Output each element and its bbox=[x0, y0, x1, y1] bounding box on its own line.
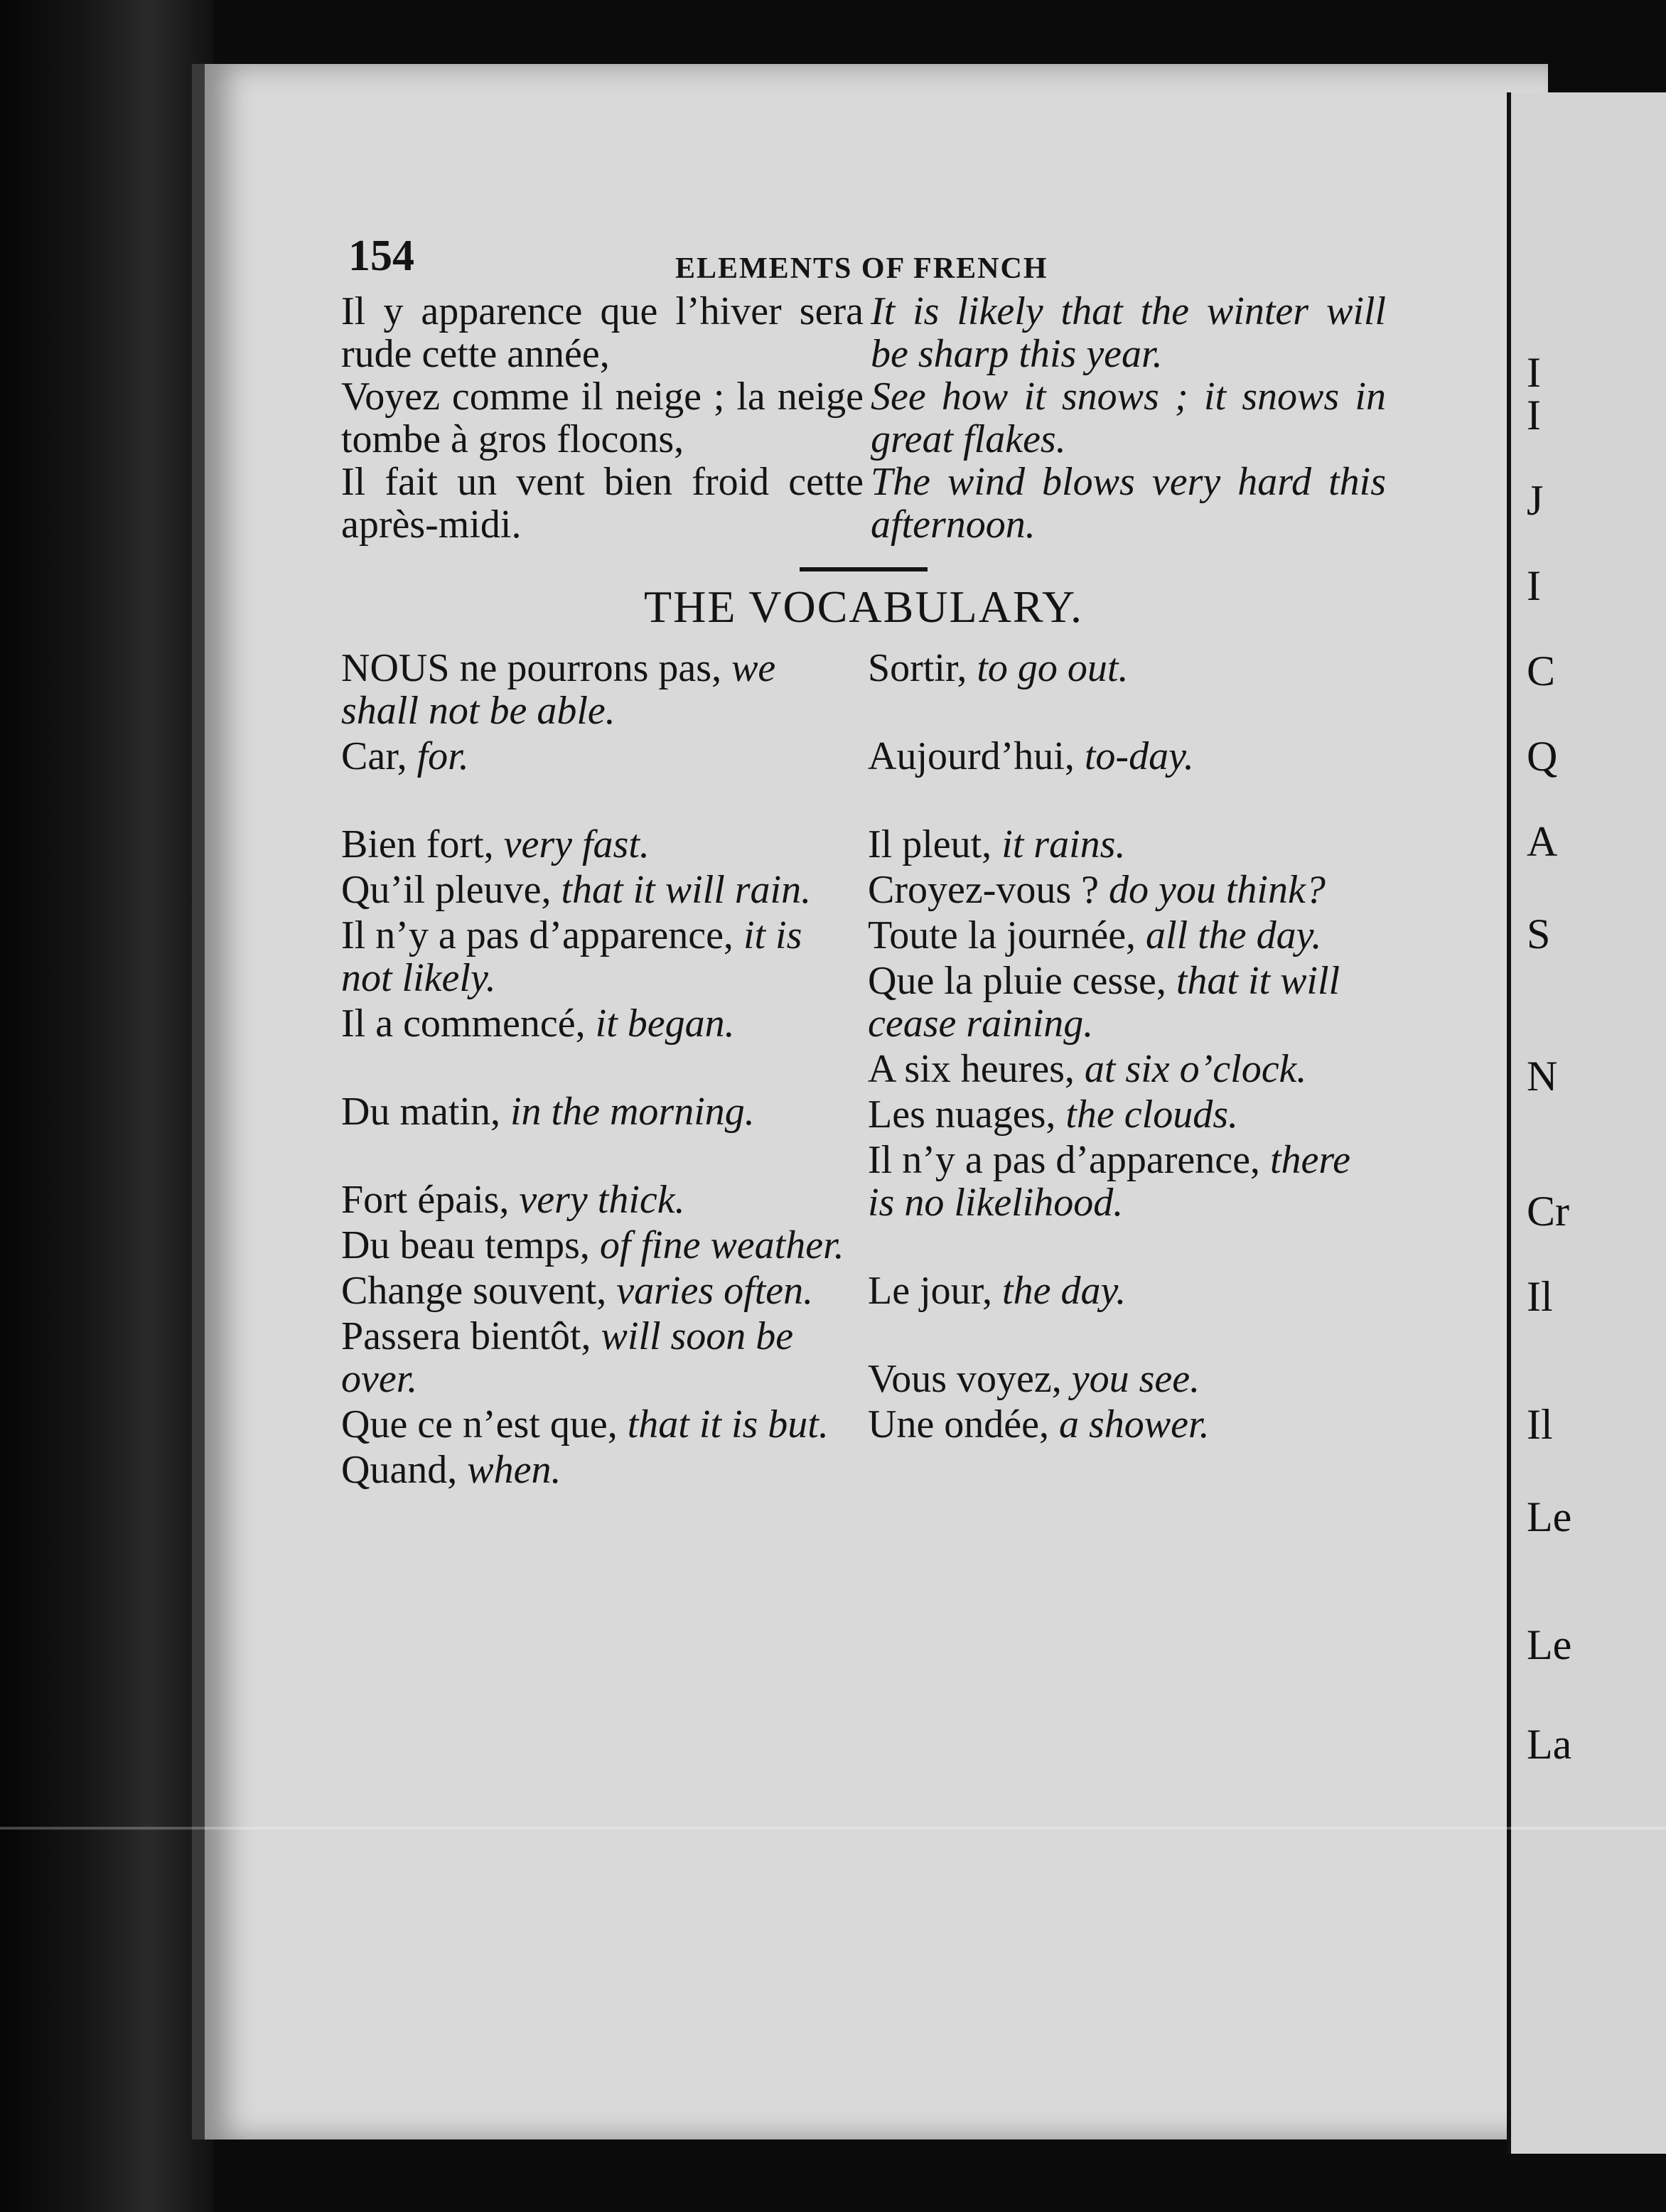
vocab-english: that it is but. bbox=[627, 1402, 829, 1446]
vocab-english: it began. bbox=[595, 1002, 735, 1046]
vocabulary-right-column bbox=[859, 647, 1386, 1494]
vocabulary-list bbox=[341, 647, 1386, 1494]
vocabulary-left-column bbox=[341, 647, 859, 1494]
phrase-row bbox=[341, 461, 1386, 546]
page-content bbox=[341, 220, 1386, 1494]
vocab-french: Il n’y a pas d’apparence, bbox=[341, 913, 733, 957]
vocab-english: it is not likely. bbox=[341, 913, 802, 1000]
next-page-fragment: N bbox=[1527, 1053, 1558, 1100]
vocab-french: Croyez-vous ? bbox=[868, 868, 1100, 912]
vocab-english: at six o’clock. bbox=[1084, 1047, 1307, 1091]
vocab-entry bbox=[341, 1224, 859, 1267]
vocab-english: you see. bbox=[1071, 1357, 1200, 1401]
vocab-french: Que la pluie cesse, bbox=[868, 959, 1166, 1003]
vocab-english: of fine weather. bbox=[599, 1223, 844, 1267]
scan-artifact-line bbox=[0, 1827, 1666, 1830]
next-page-fragment: A bbox=[1527, 818, 1558, 865]
vocab-entry bbox=[868, 647, 1386, 689]
vocab-entry bbox=[868, 869, 1386, 911]
phrase-list bbox=[341, 290, 1386, 546]
vocab-entry bbox=[868, 1048, 1386, 1090]
next-page-fragment: S bbox=[1527, 911, 1551, 957]
vocab-french: Bien fort, bbox=[341, 822, 494, 866]
vocab-french: Car, bbox=[341, 734, 407, 778]
vocab-entry bbox=[868, 960, 1386, 1045]
vocab-english: for. bbox=[416, 734, 469, 778]
vocab-entry bbox=[341, 1179, 859, 1221]
vocab-french: Les nuages, bbox=[868, 1092, 1056, 1137]
vocab-entry bbox=[341, 735, 859, 778]
vocab-english: to go out. bbox=[977, 646, 1129, 690]
vocab-french: Quand, bbox=[341, 1448, 458, 1492]
vocab-english: when. bbox=[467, 1448, 561, 1492]
next-page-fragment: Le bbox=[1527, 1493, 1572, 1540]
vocab-english: to-day. bbox=[1084, 734, 1194, 778]
vocab-english: in the morning. bbox=[510, 1090, 755, 1134]
vocab-french: Aujourd’hui, bbox=[868, 734, 1075, 778]
next-page-fragment: I bbox=[1527, 562, 1541, 609]
vocab-entry bbox=[868, 1269, 1386, 1312]
next-page-fragment: Le bbox=[1527, 1621, 1572, 1668]
vocab-french: Sortir, bbox=[868, 646, 967, 690]
vocab-french: Il pleut, bbox=[868, 822, 992, 866]
vocab-french: Il a commencé, bbox=[341, 1002, 586, 1046]
vocab-french: Le jour, bbox=[868, 1269, 993, 1313]
vocab-entry bbox=[868, 735, 1386, 778]
vocab-french: Que ce n’est que, bbox=[341, 1402, 618, 1446]
phrase-english: The wind blows very hard this afternoon. bbox=[870, 460, 1386, 547]
vocab-english: there is no likelihood. bbox=[868, 1138, 1350, 1225]
vocab-french: Une ondée, bbox=[868, 1402, 1050, 1446]
vocab-english: very thick. bbox=[519, 1178, 685, 1222]
vocab-english: it rains. bbox=[1001, 822, 1126, 866]
phrase-english: It is likely that the winter will be sharp this year. bbox=[870, 289, 1386, 376]
vocab-english: very fast. bbox=[503, 822, 650, 866]
next-page-fragment: I bbox=[1527, 349, 1541, 396]
vocab-english: that it will cease raining. bbox=[868, 959, 1340, 1046]
vocab-entry bbox=[868, 1093, 1386, 1136]
next-page-fragment: La bbox=[1527, 1721, 1572, 1768]
next-page-fragment: Il bbox=[1527, 1273, 1553, 1320]
vocab-french: Passera bientôt, bbox=[341, 1314, 591, 1358]
vocab-english: that it will rain. bbox=[561, 868, 812, 912]
vocab-english: the day. bbox=[1002, 1269, 1127, 1313]
page-number: 154 bbox=[348, 232, 414, 280]
next-page-fragment: I bbox=[1527, 392, 1541, 439]
page-header bbox=[341, 220, 1386, 284]
phrase-english: See how it snows ; it snows in great flakes. bbox=[870, 375, 1386, 461]
vocab-entry bbox=[341, 1002, 859, 1045]
phrase-row bbox=[341, 375, 1386, 461]
next-page-fragment: Cr bbox=[1527, 1188, 1569, 1235]
vocab-english: varies often. bbox=[616, 1269, 814, 1313]
phrase-french: Il y apparence que l’hiver sera rude cette année, bbox=[341, 289, 864, 376]
vocab-english: will soon be over. bbox=[341, 1314, 794, 1401]
vocab-french: Du beau temps, bbox=[341, 1223, 590, 1267]
phrase-row bbox=[341, 290, 1386, 375]
vocab-french: Toute la journée, bbox=[868, 913, 1136, 957]
vocab-french: Qu’il pleuve, bbox=[341, 868, 552, 912]
vocab-entry bbox=[868, 1358, 1386, 1400]
vocab-french: Fort épais, bbox=[341, 1178, 510, 1222]
vocab-entry bbox=[341, 914, 859, 999]
vocab-entry bbox=[341, 1449, 859, 1491]
vocab-entry bbox=[341, 1090, 859, 1133]
next-page-fragment: Q bbox=[1527, 733, 1558, 780]
vocab-entry bbox=[341, 823, 859, 866]
phrase-french: Il fait un vent bien froid cette après-midi. bbox=[341, 460, 864, 547]
next-page-fragment: C bbox=[1527, 648, 1556, 694]
vocab-entry bbox=[868, 914, 1386, 957]
vocab-french: Il n’y a pas d’apparence, bbox=[868, 1138, 1260, 1182]
vocab-entry bbox=[341, 1269, 859, 1312]
vocab-english: a shower. bbox=[1059, 1402, 1210, 1446]
running-title: ELEMENTS OF FRENCH bbox=[675, 252, 1048, 285]
section-divider bbox=[800, 567, 928, 571]
vocab-entry bbox=[341, 869, 859, 911]
vocab-french: A six heures, bbox=[868, 1047, 1075, 1091]
vocab-entry bbox=[868, 1403, 1386, 1446]
vocab-french: Vous voyez, bbox=[868, 1357, 1062, 1401]
vocab-french: Du matin, bbox=[341, 1090, 500, 1134]
phrase-french: Voyez comme il neige ; la neige tombe à gros flocons, bbox=[341, 375, 864, 461]
vocab-entry bbox=[341, 647, 859, 732]
vocab-entry bbox=[341, 1403, 859, 1446]
vocab-english: the clouds. bbox=[1065, 1092, 1238, 1137]
vocab-entry bbox=[868, 1139, 1386, 1224]
book-binding bbox=[0, 0, 213, 2212]
next-page-fragment: Il bbox=[1527, 1401, 1553, 1448]
vocab-entry bbox=[868, 823, 1386, 866]
vocab-french: Change souvent, bbox=[341, 1269, 607, 1313]
vocab-entry bbox=[341, 1315, 859, 1400]
next-page-edge bbox=[1507, 92, 1666, 2154]
vocab-english: all the day. bbox=[1146, 913, 1322, 957]
next-page-fragment: J bbox=[1527, 477, 1544, 524]
vocab-english: we shall not be able. bbox=[341, 646, 776, 733]
vocabulary-heading: THE VOCABULARY. bbox=[644, 581, 1083, 632]
vocab-french: NOUS ne pourrons pas, bbox=[341, 646, 722, 690]
vocab-english: do you think? bbox=[1109, 868, 1326, 912]
